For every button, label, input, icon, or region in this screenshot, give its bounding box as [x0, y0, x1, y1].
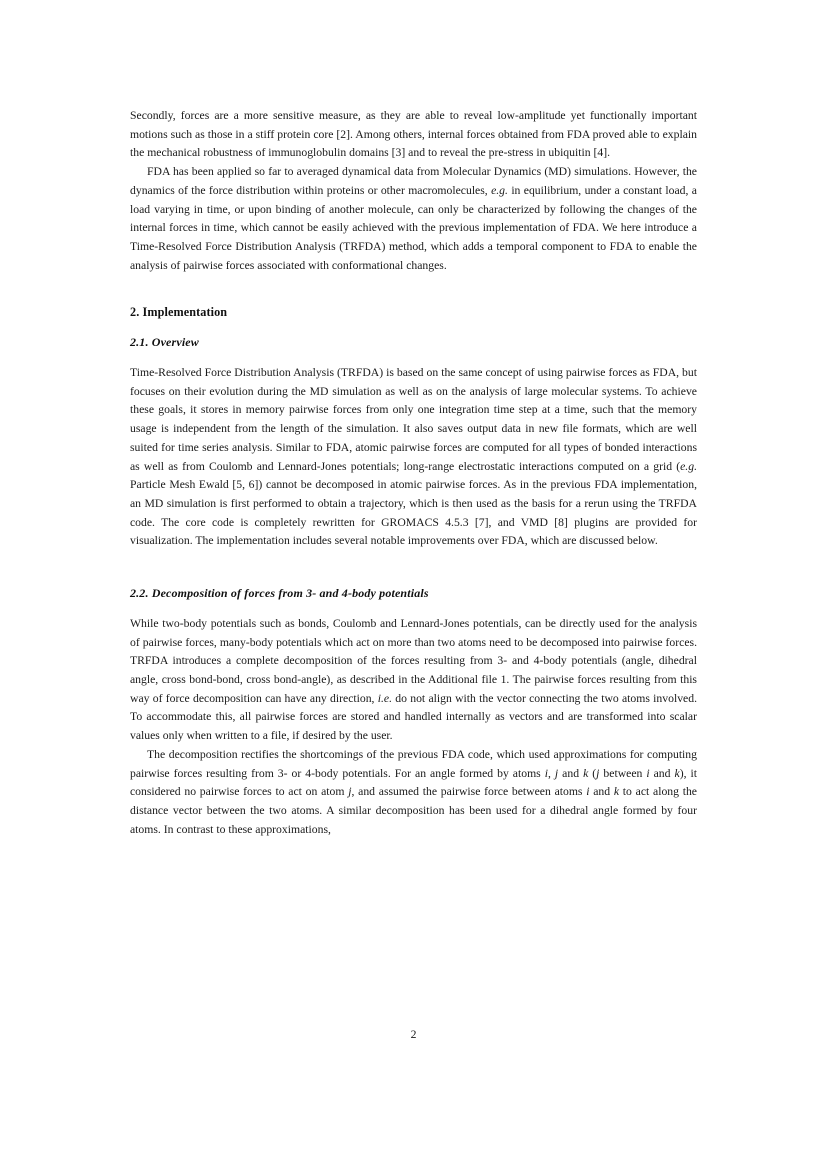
math-variable-j-2: j	[596, 766, 600, 780]
spacer-before-subsection-decomposition	[130, 551, 697, 584]
paragraph-overview-body: Time-Resolved Force Distribution Analysis (TRFDA) is based on the same concept of using pairwise forces as FDA, but focuses on their evolution during the MD simulation as well as on the analysis of large molecular systems. To achieve these goals, it stores in memory pairwise forces from only one integration time step at a time, such that the memory usage is independent from the length of the simulation. It also saves output data in new file formats, which are well suited for time series analysis. Similar to FDA, atomic pairwise forces are computed for all types of bonded interactions as well as from Coulomb and Lennard-Jones potentials; long-range electrostatic interactions computed on a grid (e.g. Particle Mesh Ewald [5, 6]) cannot be decomposed in atomic pairwise forces. As in the previous FDA implementation, an MD simulation is first performed to obtain a trajectory, which is then used as the basis for a rerun using the TRFDA code. The core code is completely rewritten for GROMACS 4.5.3 [7], and VMD [8] plugins are provided for visualization. The implementation includes several notable improvements over FDA, which are discussed below.	[130, 365, 697, 548]
math-variable-i: i	[544, 766, 548, 780]
paragraph-decomposition-intro: While two-body potentials such as bonds, Coulomb and Lennard-Jones potentials, can be directly used for the analysis of pairwise forces, many-body potentials which act on more than two atoms need to be decomposed into pairwise forces. TRFDA introduces a complete decomposition of the forces resulting from 3- and 4-body potentials (angle, dihedral angle, cross bond-bond, cross bond-angle), as described in the Additional file 1. The pairwise forces resulting from this way of force decomposition can have any direction, i.e. do not align with the vector connecting the two atoms involved. To accommodate this, all pairwise forces are stored and handled internally as vectors and are transformed into scalar values only when written to a file, if desired by the user.	[130, 616, 697, 743]
page-number: 2	[410, 1028, 417, 1041]
spacer-after-subsection-overview	[130, 352, 697, 364]
math-variable-j: j	[554, 766, 559, 780]
inline-italic-eg-2: e.g.	[680, 459, 697, 473]
paragraph-fda-applied: FDA has been applied so far to averaged dynamical data from Molecular Dynamics (MD) simulations. However, the dynamics of the force distribution within proteins or other macromolecules, e.g. in equilibrium, under a constant load, a load varying in time, or upon binding of another molecule, can only be characterized by following the changes of the internal forces in time, which cannot be easily achieved with the previous implementation of FDA. We here introduce a Time-Resolved Force Distribution Analysis (TRFDA) method, which adds a temporal component to FDA to enable the analysis of pairwise forces associated with conformational changes.	[130, 165, 697, 272]
subsection-heading-overview: 2.1. Overview	[130, 335, 199, 350]
inline-italic-ie: i.e.	[377, 691, 393, 705]
spacer-after-subsection-decomposition	[130, 603, 697, 615]
math-variable-k-3: k	[613, 785, 620, 799]
math-variable-k-2: k	[674, 766, 680, 780]
section-heading-implementation: 2. Implementation	[130, 305, 228, 320]
math-variable-i-2: i	[646, 766, 650, 780]
spacer-before-section	[130, 275, 697, 303]
spacer-before-subsection-overview	[130, 322, 697, 333]
paragraph-secondly-forces: Secondly, forces are a more sensitive measure, as they are able to reveal low-amplitude yet functionally important motions such as those in a stiff protein core [2]. Among others, internal forces obtained from FDA proved able to explain the mechanical robustness of immunoglobulin domains [3] and to reveal the pre-stress in ubiquitin [4].	[130, 109, 697, 160]
subsection-heading-decomposition: 2.2. Decomposition of forces from 3- and 4-body potentials	[130, 586, 429, 601]
math-variable-k: k	[583, 766, 589, 780]
math-variable-i-3: i	[586, 785, 590, 799]
math-variable-j-3: j	[348, 785, 352, 799]
inline-italic-eg: e.g.	[491, 183, 508, 197]
paragraph-decomposition-rectifies: The decomposition rectifies the shortcomings of the previous FDA code, which used approximations for computing pairwise forces resulting from 3- or 4-body potentials. For an angle formed by atoms i, j and k (j between i and k), it considered no pairwise forces to act on atom j, and assumed the pairwise force between atoms i and k to act along the distance vector between the two atoms. A similar decomposition has been used for a dihedral angle formed by four atoms. In contrast to these approximations,	[130, 747, 698, 836]
page-text-column	[130, 107, 697, 839]
